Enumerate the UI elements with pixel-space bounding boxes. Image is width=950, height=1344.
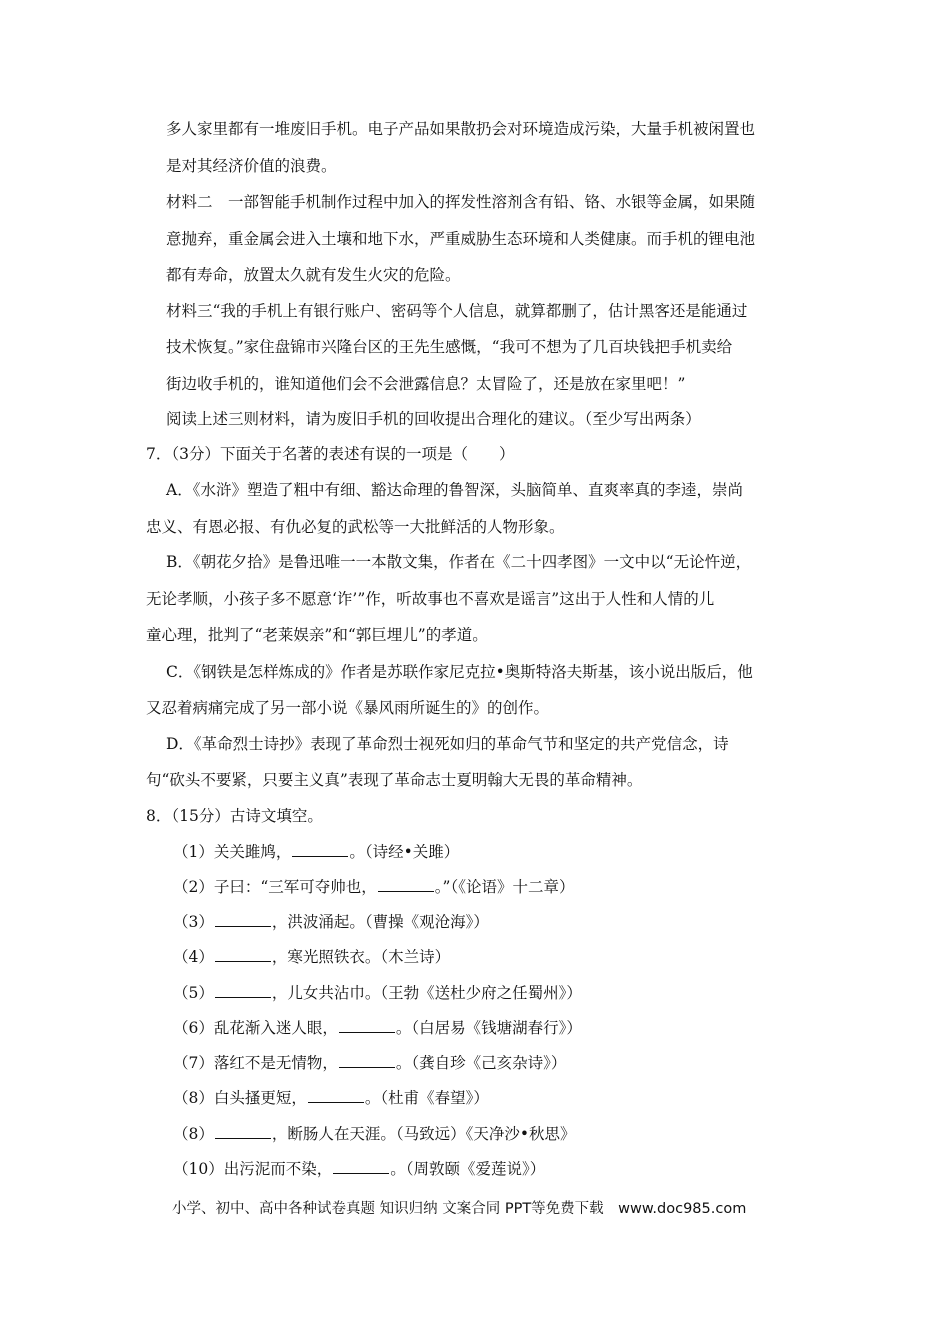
answer-blank[interactable] bbox=[215, 982, 271, 998]
q8-item-text: 。（诗经•关雎） bbox=[349, 843, 460, 861]
material2-line-2: 意抛弃，重金属会进入土壤和地下水，严重威胁生态环境和人类健康。而手机的锂电池 bbox=[166, 230, 756, 248]
q8-stem: 8．（15分）古诗文填空。 bbox=[146, 807, 323, 825]
q8-item-text: （4） bbox=[173, 948, 214, 966]
q8-item-text: 。（杜甫《春望》） bbox=[364, 1089, 489, 1107]
q8-item-7 bbox=[173, 1052, 566, 1073]
material3-line-1: 材料三“我的手机上有银行账户、密码等个人信息，就算都删了，估计黑客还是能通过 bbox=[166, 302, 748, 320]
q8-item-text: ，断肠人在天涯。（马致远）《天净沙•秋思》 bbox=[271, 1125, 576, 1143]
q7-option-c-line-2: 又忍着病痛完成了另一部小说《暴风雨所诞生的》的创作。 bbox=[146, 699, 550, 717]
q8-item-8 bbox=[173, 1087, 489, 1108]
material1-line-1: 多人家里都有一堆废旧手机。电子产品如果散扔会对环境造成污染，大量手机被闲置也 bbox=[166, 120, 756, 138]
q8-item-text: （6）乱花渐入迷人眼， bbox=[173, 1019, 338, 1037]
q7-option-a-line-1: A．《水浒》塑造了粗中有细、豁达命理的鲁智深，头脑简单、直爽率真的李逵，崇尚 bbox=[166, 481, 743, 499]
q8-item-text: 。（龚自珍《己亥杂诗》） bbox=[395, 1054, 567, 1072]
q8-item-3 bbox=[173, 911, 489, 932]
material2-line-3: 都有寿命，放置太久就有发生火灾的危险。 bbox=[166, 266, 461, 284]
task-instruction: 阅读上述三则材料，请为废旧手机的回收提出合理化的建议。（至少写出两条） bbox=[166, 410, 701, 428]
q8-item-text: 。”（《论语》十二章） bbox=[434, 878, 575, 896]
answer-blank[interactable] bbox=[339, 1052, 395, 1068]
q8-item-6 bbox=[173, 1017, 582, 1038]
q8-item-text: （8） bbox=[173, 1125, 214, 1143]
q8-item-1 bbox=[173, 841, 459, 862]
q8-item-text: ，洪波涌起。（曹操《观沧海》） bbox=[271, 913, 489, 931]
footer-watermark: 小学、初中、高中各种试卷真题 知识归纳 文案合同 PPT等免费下载 www.doc985.com bbox=[172, 1201, 747, 1217]
q7-option-d-line-1: D．《革命烈士诗抄》表现了革命烈士视死如归的革命气节和坚定的共产党信念，诗 bbox=[166, 735, 729, 753]
q7-option-d-line-2: 句“砍头不要紧，只要主义真”表现了革命志士夏明翰大无畏的革命精神。 bbox=[146, 771, 643, 789]
q7-stem: 7．（3分）下面关于名著的表述有误的一项是（ ） bbox=[146, 445, 515, 463]
q8-item-text: （7）落红不是无情物， bbox=[173, 1054, 338, 1072]
q7-option-b-line-2: 无论孝顺，小孩子多不愿意‘诈’”作，听故事也不喜欢是谣言”这出于人性和人情的儿 bbox=[146, 590, 715, 608]
answer-blank[interactable] bbox=[339, 1017, 395, 1033]
q7-option-a-line-2: 忠义、有恩必报、有仇必复的武松等一大批鲜活的人物形象。 bbox=[146, 518, 565, 536]
q8-item-text: （8）白头搔更短， bbox=[173, 1089, 307, 1107]
q8-item-10 bbox=[173, 1158, 545, 1179]
answer-blank[interactable] bbox=[308, 1087, 364, 1103]
q7-option-c-line-1: C．《钢铁是怎样炼成的》作者是苏联作家尼克拉•奥斯特洛夫斯基，该小说出版后，他 bbox=[166, 663, 753, 681]
answer-blank[interactable] bbox=[378, 876, 434, 892]
q8-item-9 bbox=[173, 1123, 576, 1144]
material3-line-3: 街边收手机的，谁知道他们会不会泄露信息？太冒险了，还是放在家里吧！” bbox=[166, 375, 686, 393]
q7-option-b-line-1: B．《朝花夕拾》是鲁迅唯一一本散文集，作者在《二十四孝图》一文中以“无论忤逆， bbox=[166, 553, 752, 571]
answer-blank[interactable] bbox=[215, 946, 271, 962]
q8-item-text: （2）子曰：“三军可夺帅也， bbox=[173, 878, 377, 896]
q8-item-text: ，寒光照铁衣。（木兰诗） bbox=[271, 948, 451, 966]
q8-item-text: 。（白居易《钱塘湖春行》） bbox=[395, 1019, 582, 1037]
q7-option-b-line-3: 童心理，批判了“老莱娱亲”和“郭巨埋儿”的孝道。 bbox=[146, 626, 488, 644]
material3-line-2: 技术恢复。”家住盘锦市兴隆台区的王先生感慨，“我可不想为了几百块钱把手机卖给 bbox=[166, 338, 733, 356]
q8-item-text: （10）出污泥而不染， bbox=[173, 1160, 333, 1178]
answer-blank[interactable] bbox=[215, 911, 271, 927]
q8-item-text: （3） bbox=[173, 913, 214, 931]
material1-line-2: 是对其经济价值的浪费。 bbox=[166, 157, 337, 175]
q8-item-4 bbox=[173, 946, 450, 967]
answer-blank[interactable] bbox=[292, 841, 348, 857]
answer-blank[interactable] bbox=[333, 1158, 389, 1174]
q8-item-text: （5） bbox=[173, 984, 214, 1002]
q8-item-text: （1）关关雎鸠， bbox=[173, 843, 292, 861]
answer-blank[interactable] bbox=[215, 1123, 271, 1139]
q8-item-2 bbox=[173, 876, 574, 897]
q8-item-text: ，儿女共沾巾。（王勃《送杜少府之任蜀州》） bbox=[271, 984, 582, 1002]
q8-item-5 bbox=[173, 982, 582, 1003]
q8-item-text: 。（周敦颐《爱莲说》） bbox=[390, 1160, 546, 1178]
material2-line-1: 材料二 一部智能手机制作过程中加入的挥发性溶剂含有铅、铬、水银等金属，如果随 bbox=[166, 193, 756, 211]
